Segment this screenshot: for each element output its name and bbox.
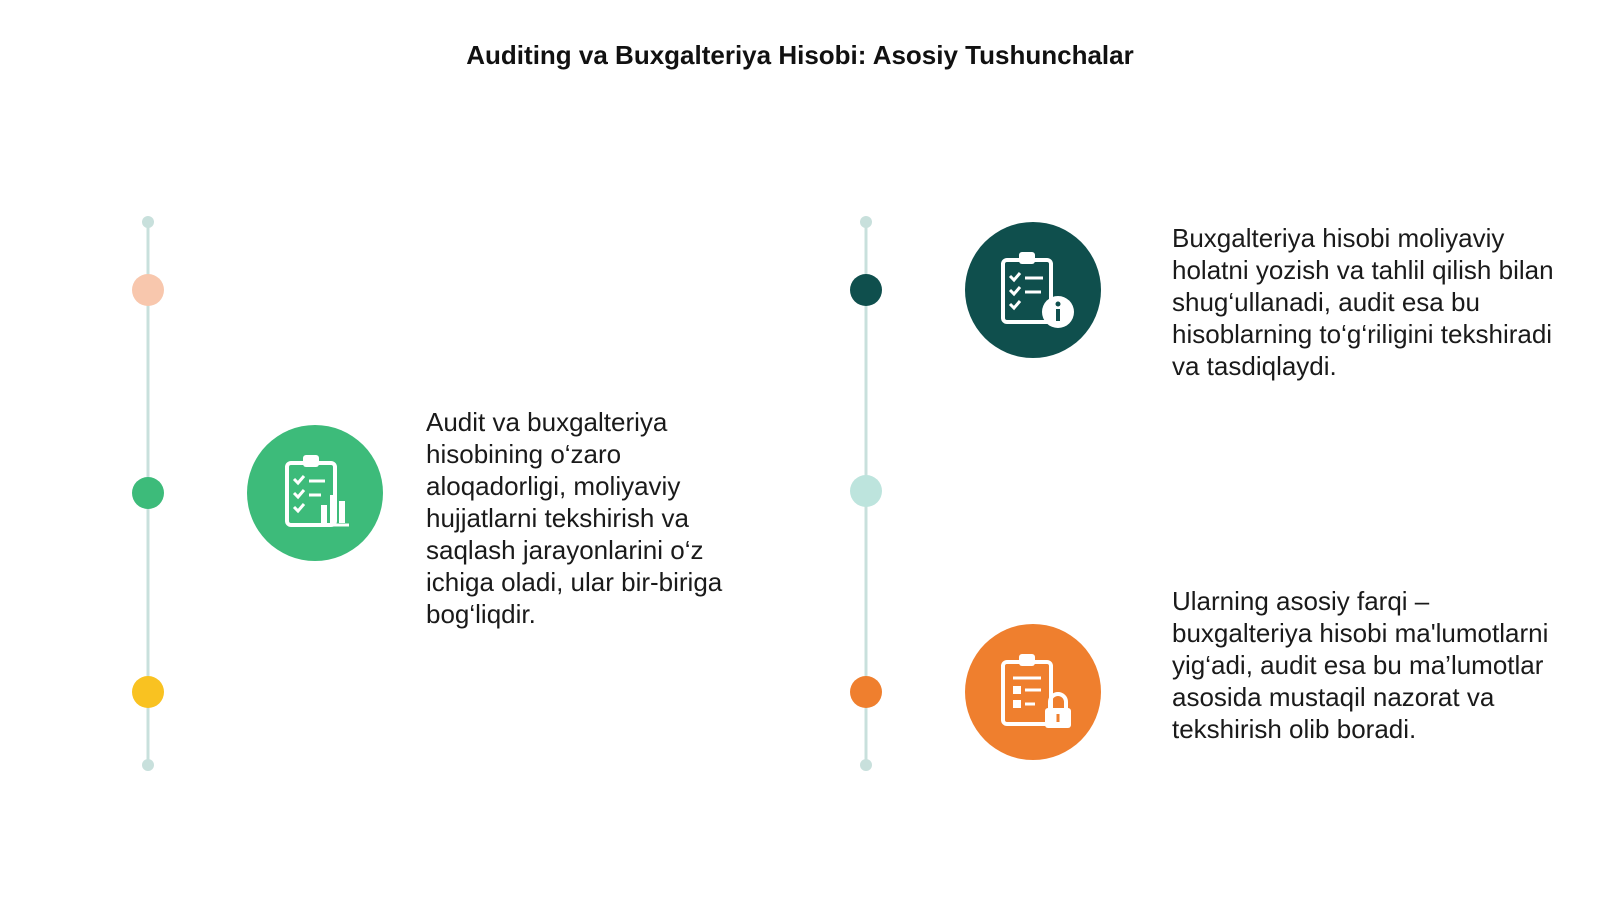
clipboard-chart-icon [247, 425, 383, 561]
left-timeline [132, 216, 164, 771]
left-timeline-start-cap [142, 216, 154, 228]
left-timeline-end-cap [142, 759, 154, 771]
right-timeline-end-cap [860, 759, 872, 771]
clipboard-lock-icon [965, 624, 1101, 760]
left-timeline-node-yellow [132, 676, 164, 708]
description-1: Audit va buxgalteriya hisobining o‘zaro aloqadorligi, moliyaviy hujjatlarni tekshirish va saqlash jarayonlarini o‘z ichiga oladi, ular bir-biriga bog‘liqdir. [426, 407, 723, 629]
description-2: Buxgalteriya hisobi moliyaviy holatni yozish va tahlil qilish bilan shug‘ullanadi, audit esa bu hisoblarning to‘g‘riligini tekshiradi va tasdiqlaydi. [1172, 223, 1554, 381]
right-timeline-node-orange [850, 676, 882, 708]
right-timeline-node-mint [850, 475, 882, 507]
page-title: Auditing va Buxgalteriya Hisobi: Asosiy Tushunchalar [466, 40, 1134, 70]
description-3: Ularning asosiy farqi – buxgalteriya hisobi ma'lumotlarni yig‘adi, audit esa bu ma’lumotlar asosida mustaqil nazorat va tekshirish olib boradi. [1172, 586, 1549, 744]
right-timeline-start-cap [860, 216, 872, 228]
right-timeline [850, 216, 882, 771]
left-timeline-node-peach [132, 274, 164, 306]
left-timeline-node-green [132, 477, 164, 509]
right-timeline-node-teal [850, 274, 882, 306]
clipboard-info-icon [965, 222, 1101, 358]
